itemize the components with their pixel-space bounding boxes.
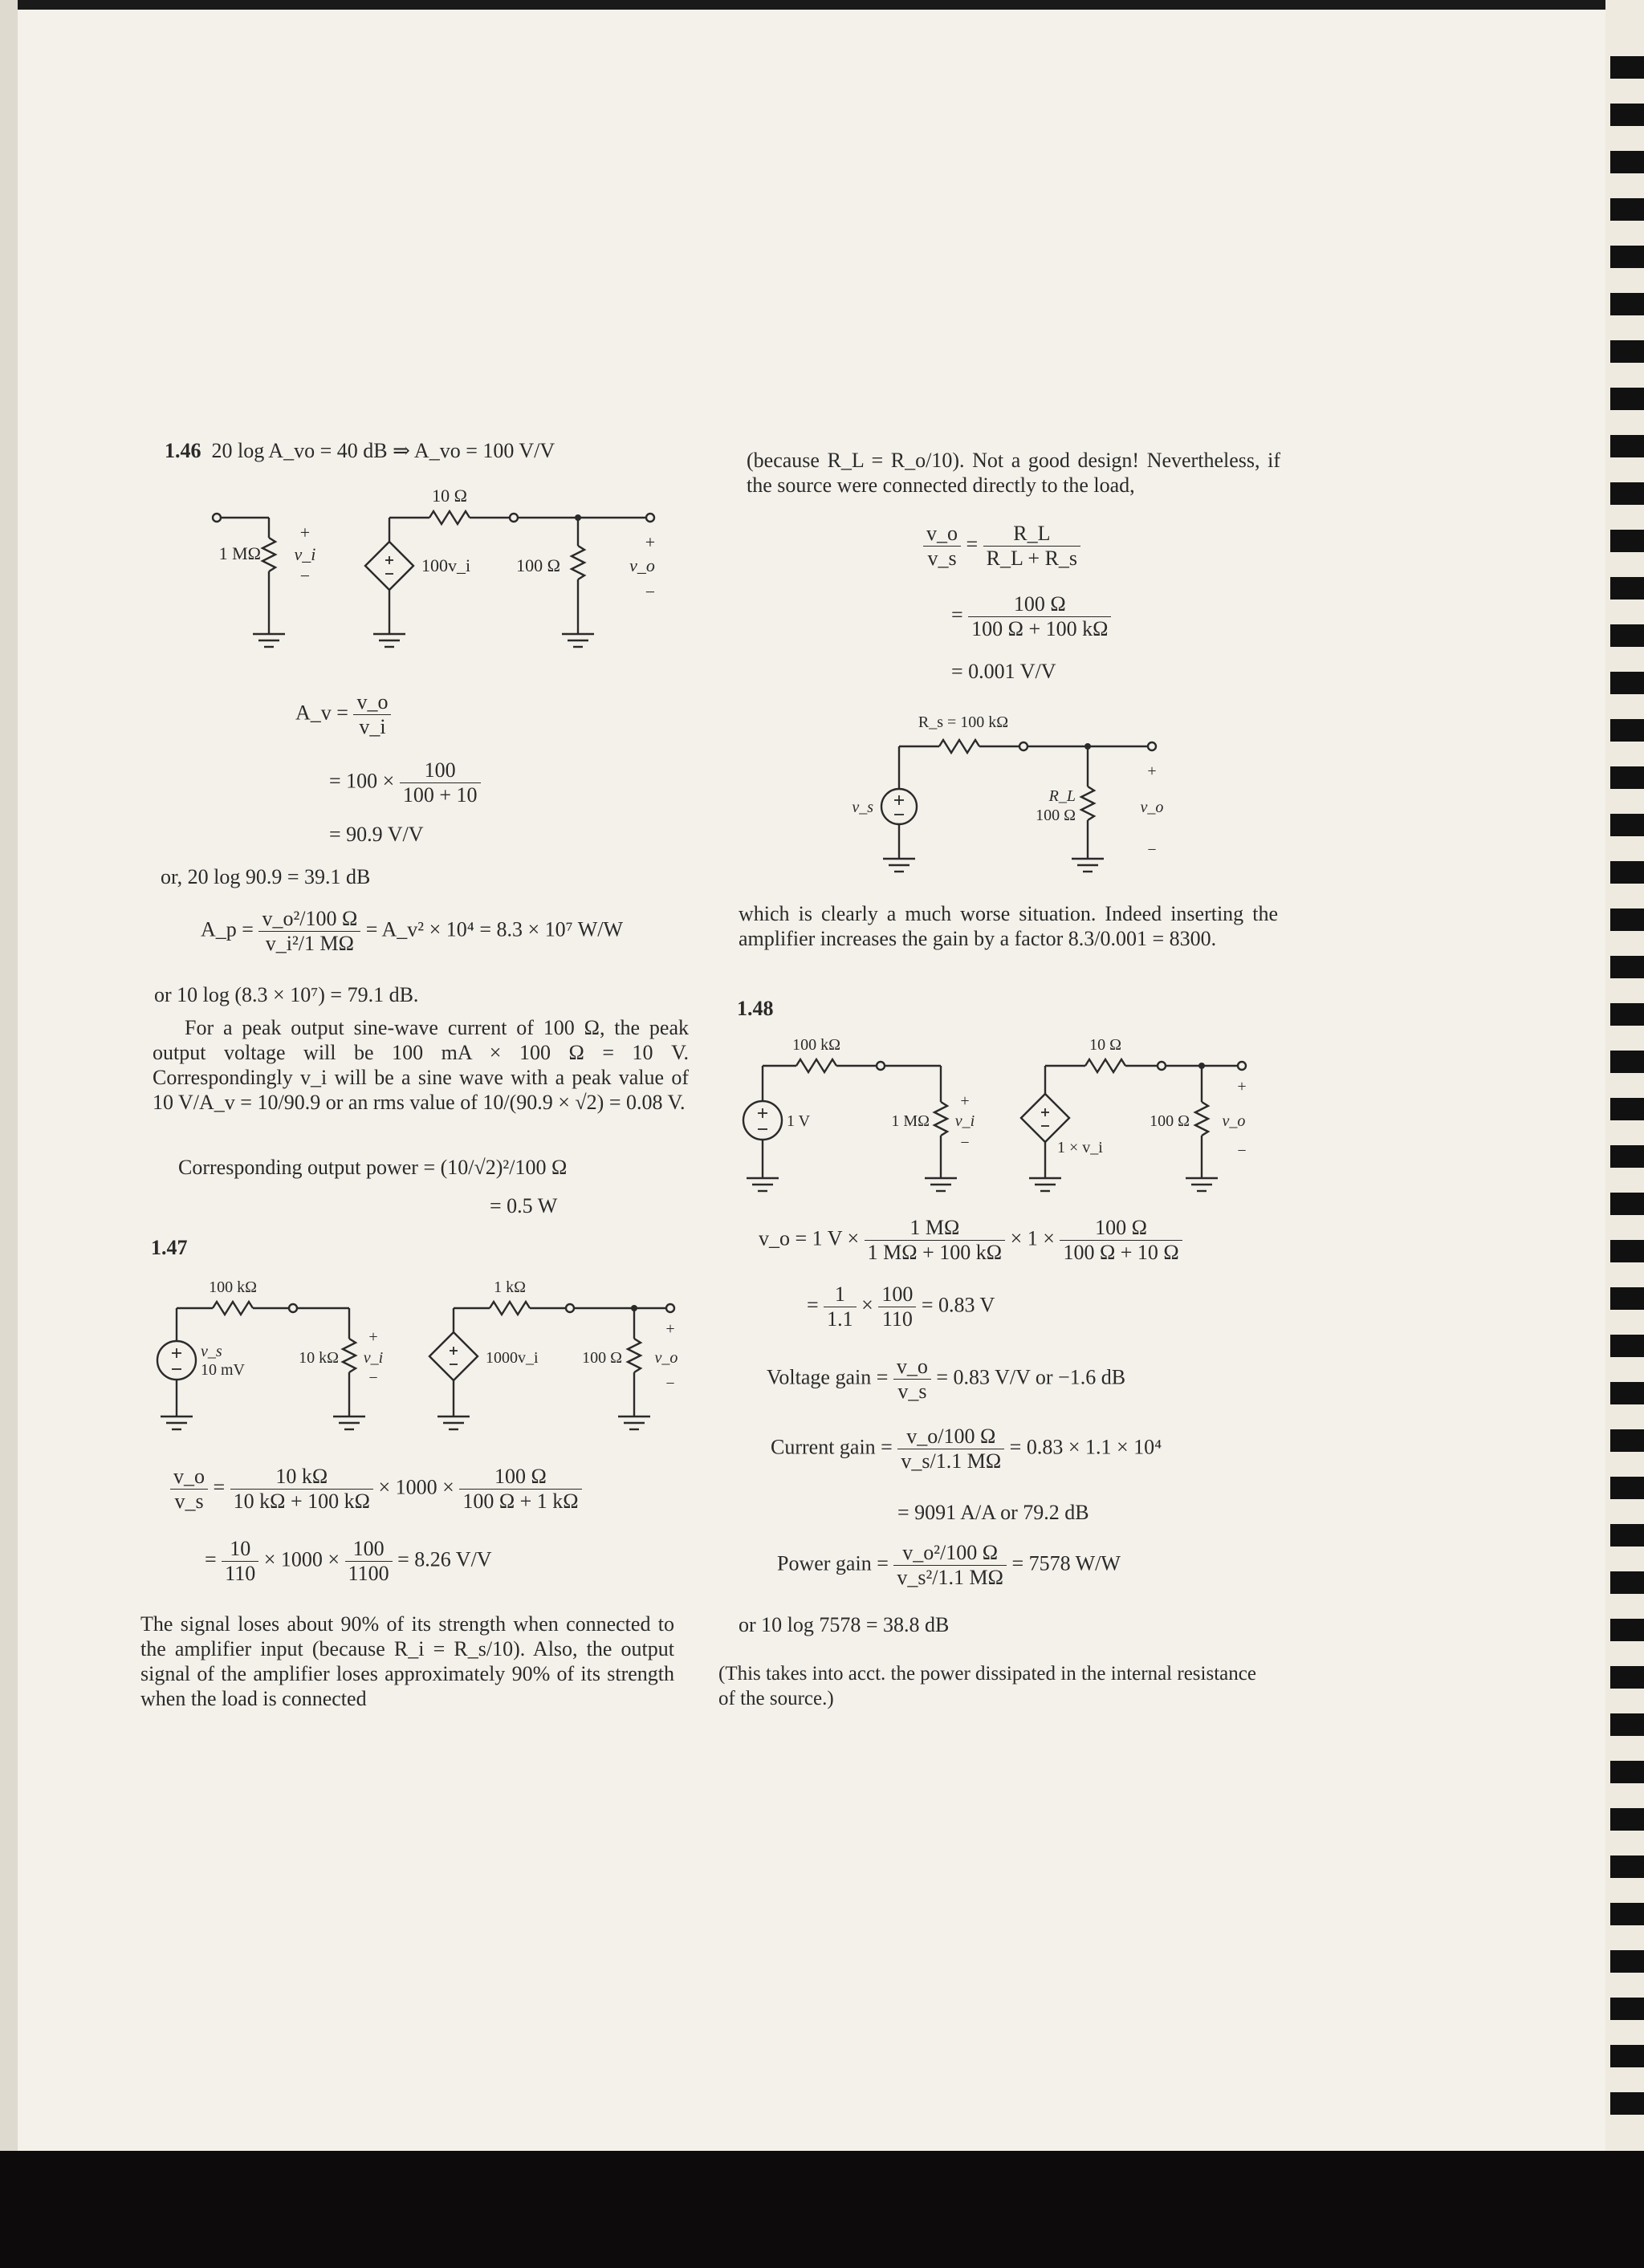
binding-ring	[1610, 766, 1644, 789]
vo-plus: +	[665, 1320, 675, 1338]
rl-val: 100 Ω	[1036, 807, 1076, 824]
source-label: 1 × v_i	[1057, 1139, 1103, 1156]
binding-ring	[1610, 2045, 1644, 2067]
binding-ring	[1610, 198, 1644, 221]
ap-db: or 10 log (8.3 × 10⁷) = 79.1 dB.	[154, 983, 419, 1006]
r-load-label: 100 Ω	[516, 555, 560, 575]
vo-minus: −	[665, 1375, 675, 1392]
binding-ring	[1610, 1998, 1644, 2020]
binding-ring	[1610, 1477, 1644, 1499]
binding-ring	[1610, 104, 1644, 126]
vo-label: v_o	[1222, 1112, 1246, 1130]
binding-ring	[1610, 1903, 1644, 1925]
vo-plus: +	[645, 532, 656, 552]
binding-ring	[1610, 1193, 1644, 1215]
vi-minus: −	[960, 1134, 970, 1152]
binding-ring	[1610, 1808, 1644, 1831]
circuit-1-48	[732, 1026, 1286, 1210]
direct-eq-result: = 0.001 V/V	[951, 660, 1056, 683]
binding-ring	[1610, 1713, 1644, 1736]
av-equation: A_v = $\frac{v\_o}{v\_i}$	[295, 690, 391, 739]
rout-label: 10 Ω	[1089, 1036, 1121, 1054]
binding-ring	[1610, 956, 1644, 978]
binding-ring	[1610, 1761, 1644, 1783]
vo-plus: +	[1237, 1078, 1247, 1095]
vs-label: 1 V	[787, 1112, 811, 1130]
binding-ring	[1610, 908, 1644, 931]
voltage-gain: Voltage gain = $\frac{v\_o}{v\_s}$ = 0.83 V/V or −1.6 dB	[767, 1355, 1126, 1403]
binding-ring	[1610, 246, 1644, 268]
gain-equation-1-47: $\frac{v\_o}{v\_s}$ = $\frac{10 k\Omega}{10 k\Omega + 100 k\Omega}$ × 1000 × $\frac{100 \Omega}{100 \Omega + 1 k\Omega}$	[170, 1465, 582, 1514]
r-out-label: 10 Ω	[432, 486, 467, 506]
binding-ring	[1610, 1619, 1644, 1641]
vs-val: 10 mV	[201, 1361, 245, 1379]
para-1-47-continued: (because R_L = R_o/10). Not a good design! Nevertheless, if the source were connected directly to the load,	[747, 449, 1280, 497]
para-1-47-end: which is clearly a much worse situation. Indeed inserting the amplifier increases the gain by a factor 8.3/0.001 = 8300.	[739, 902, 1278, 950]
rl-sym: R_L	[1048, 787, 1076, 805]
binding-ring	[1610, 577, 1644, 600]
vo-label: v_o	[654, 1349, 678, 1367]
binding-ring	[1610, 388, 1644, 410]
vs-label: v_s	[852, 799, 873, 816]
rs-label: 100 kΩ	[209, 1278, 257, 1296]
binding-ring	[1610, 1855, 1644, 1878]
vs-sym: v_s	[201, 1343, 222, 1360]
binding-ring	[1610, 151, 1644, 173]
binding-ring	[1610, 1145, 1644, 1168]
scan-top-edge	[0, 0, 1644, 10]
source-label: 100v_i	[421, 555, 471, 575]
rin-label: 1 MΩ	[891, 1112, 930, 1130]
note-1-48: (This takes into acct. the power dissipated in the internal resistance of the source.)	[718, 1663, 1256, 1709]
binding-ring	[1610, 1098, 1644, 1120]
rload-label: 100 Ω	[1150, 1112, 1190, 1130]
binding-ring	[1610, 2092, 1644, 2115]
scan-bottom-edge	[0, 2151, 1644, 2268]
binding-ring	[1610, 435, 1644, 457]
power-gain: Power gain = $\frac{\text{v\_o²/100 Ω}}{\text{v\_s²/1.1 MΩ}}$ = 7578 W/W	[777, 1541, 1121, 1589]
vo-equation: v_o = 1 V × $\frac{1 M\Omega}{1 M\Omega + 100 k\Omega}$ × 1 × $\frac{100 \Omega}{100 \Omega + 10 \Omega}$	[759, 1216, 1182, 1265]
vi-minus: −	[299, 566, 311, 586]
vi-label: v_i	[294, 544, 316, 564]
vi-label: v_i	[954, 1112, 975, 1130]
vo-plus: +	[1147, 762, 1157, 780]
gain-result-1-47: = $\frac{10}{110}$ × 1000 × $\frac{100}{1100}$ = 8.26 V/V	[205, 1537, 492, 1585]
binding-ring	[1610, 1335, 1644, 1357]
r-in-label: 1 MΩ	[218, 543, 261, 563]
vi-plus: +	[960, 1092, 970, 1110]
rs-label: R_s = 100 kΩ	[918, 713, 1009, 731]
vo-minus: −	[1147, 841, 1157, 859]
scan-left-edge	[0, 0, 18, 2268]
binding-ring	[1610, 530, 1644, 552]
circuit-1-46	[193, 478, 706, 674]
av-equation-2: = 100 × $\frac{100}{100 + 10}$	[329, 758, 481, 807]
binding-ring	[1610, 861, 1644, 884]
binding-ring	[1610, 1287, 1644, 1310]
direct-eq-1: $\frac{v\_o}{v\_s}$ = $\frac{R\_L}{R\_L + R\_s}$	[923, 522, 1080, 571]
binding-ring	[1610, 293, 1644, 315]
direct-eq-2: = $\frac{100 \Omega}{100 \Omega + 100 k\Omega}$	[951, 592, 1111, 641]
ap-equation: A_p = $\frac{\text{v\_o²/100 Ω}}{\text{v\_i²/1 MΩ}}$ = A_v² × 10⁴ = 8.3 × 10⁷ W/W	[201, 907, 624, 955]
binding-ring	[1610, 340, 1644, 363]
vi-plus: +	[368, 1328, 378, 1346]
vi-plus: +	[299, 522, 311, 543]
circuit-1-47	[153, 1268, 706, 1453]
binding-ring	[1610, 1429, 1644, 1452]
source-label: 1000v_i	[486, 1349, 539, 1367]
vo-label: v_o	[629, 555, 655, 575]
problem-1-48-number: 1.48	[737, 997, 774, 1020]
power-line-1: Corresponding output power = (10/√2)²/100 Ω	[178, 1156, 568, 1179]
binding-ring	[1610, 719, 1644, 742]
rout-label: 1 kΩ	[494, 1278, 526, 1296]
vi-label: v_i	[363, 1349, 384, 1367]
current-gain: Current gain = $\frac{v\_o/100 \Omega}{v\_s/1.1 M\Omega}$ = 0.83 × 1.1 × 10⁴	[771, 1425, 1162, 1473]
av-result: = 90.9 V/V	[329, 823, 424, 846]
problem-1-46-header: 1.46 20 log A_vo = 40 dB ⇒ A_vo = 100 V/V	[165, 439, 555, 462]
binding-ring	[1610, 1003, 1644, 1026]
power-line-2: = 0.5 W	[490, 1194, 558, 1217]
binding-edge	[1605, 0, 1644, 2167]
vi-minus: −	[368, 1369, 378, 1387]
vo-minus: −	[645, 582, 656, 602]
av-db: or, 20 log 90.9 = 39.1 dB	[161, 865, 371, 888]
problem-1-47-number: 1.47	[151, 1236, 188, 1259]
current-gain-result: = 9091 A/A or 79.2 dB	[897, 1501, 1089, 1524]
vo-minus: −	[1237, 1142, 1247, 1160]
power-gain-db: or 10 log 7578 = 38.8 dB	[739, 1613, 950, 1636]
binding-ring	[1610, 624, 1644, 647]
rload-label: 100 Ω	[582, 1349, 622, 1367]
binding-ring	[1610, 1666, 1644, 1689]
vo-label: v_o	[1140, 799, 1164, 816]
para-1-47: The signal loses about 90% of its strength when connected to the amplifier input (because R_i = R_s/10). Also, the output signal of the amplifier loses approximately 90% of its strength when the load is connected	[140, 1612, 674, 1710]
rin-label: 10 kΩ	[299, 1349, 339, 1367]
binding-ring	[1610, 1051, 1644, 1073]
binding-ring	[1610, 1382, 1644, 1404]
binding-ring	[1610, 1571, 1644, 1594]
binding-ring	[1610, 1950, 1644, 1973]
rs-label: 100 kΩ	[792, 1036, 840, 1054]
binding-ring	[1610, 56, 1644, 79]
binding-ring	[1610, 1240, 1644, 1262]
binding-ring	[1610, 814, 1644, 836]
binding-ring	[1610, 1524, 1644, 1547]
binding-ring	[1610, 482, 1644, 505]
binding-ring	[1610, 672, 1644, 694]
circuit-direct	[851, 698, 1188, 887]
para-1-46: For a peak output sine-wave current of 100 Ω, the peak output voltage will be 100 mA × 100 Ω = 10 V. Correspondingly v_i will be a sine wave with a peak value of 10 V/A_v = 10/90.9 or an rms value of 10/(90.9 × √2) = 0.08 V.	[153, 1016, 689, 1114]
vo-result: = $\frac{1}{1.1}$ × $\frac{100}{110}$ = 0.83 V	[807, 1282, 995, 1331]
